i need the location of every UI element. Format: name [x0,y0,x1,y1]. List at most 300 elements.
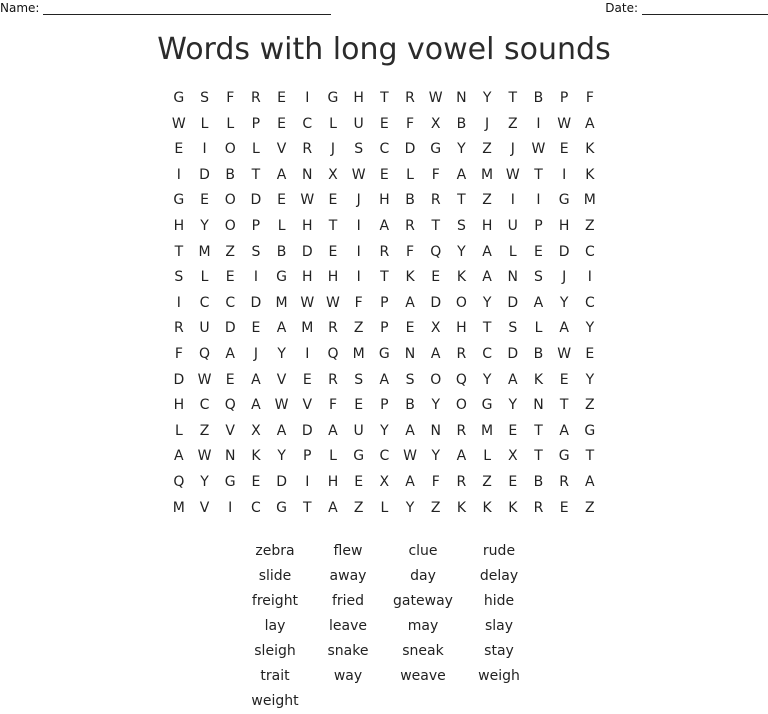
grid-cell[interactable]: C [379,141,390,158]
grid-cell[interactable]: E [200,192,209,209]
grid-cell[interactable]: R [405,90,415,106]
grid-cell[interactable]: K [482,499,492,516]
grid-cell[interactable]: K [533,371,544,388]
grid-cell[interactable]: Z [353,499,364,516]
grid-cell[interactable]: B [276,243,287,260]
grid-cell[interactable]: R [328,371,338,388]
grid-cell[interactable]: P [251,115,261,132]
grid-cell[interactable]: V [276,371,287,388]
grid-cell[interactable]: I [305,345,310,362]
grid-cell[interactable]: S [534,269,543,286]
grid-cell[interactable]: R [456,473,467,490]
grid-cell[interactable]: R [405,217,415,234]
grid-cell[interactable]: Y [277,345,286,362]
grid-cell[interactable]: G [558,192,570,209]
grid-cell[interactable]: N [456,90,467,106]
grid-cell[interactable]: E [354,473,364,490]
grid-cell[interactable]: V [302,397,313,414]
grid-cell[interactable]: C [225,294,236,311]
grid-cell[interactable]: F [226,90,235,106]
grid-cell[interactable]: P [534,217,543,234]
grid-cell[interactable]: F [585,90,594,106]
grid-cell[interactable]: T [303,499,312,516]
grid-cell[interactable]: I [536,192,541,209]
grid-cell[interactable]: O [455,294,467,311]
grid-cell[interactable]: A [328,422,338,439]
grid-cell[interactable]: A [533,294,544,311]
grid-cell[interactable]: Y [200,217,209,234]
grid-cell[interactable]: G [481,397,493,414]
grid-cell[interactable]: H [379,192,390,209]
grid-cell[interactable]: B [405,397,415,414]
grid-cell[interactable]: X [430,115,441,132]
grid-cell[interactable]: W [300,294,315,311]
grid-cell[interactable]: O [224,217,236,234]
grid-cell[interactable]: I [305,473,310,490]
grid-cell[interactable]: E [174,141,184,158]
grid-cell[interactable]: A [507,371,518,388]
grid-cell[interactable]: A [251,397,261,414]
grid-cell[interactable]: N [404,345,416,362]
grid-cell[interactable]: Y [405,499,415,516]
grid-cell[interactable]: E [277,192,287,209]
grid-cell[interactable]: T [380,269,389,286]
grid-cell[interactable]: Y [457,141,466,158]
word-item: stay [484,643,514,659]
grid-cell[interactable]: W [197,448,212,465]
grid-cell[interactable]: D [173,371,185,388]
grid-cell[interactable]: W [403,448,417,465]
grid-cell[interactable]: L [534,320,543,337]
grid-cell[interactable]: E [328,243,338,260]
grid-cell[interactable]: R [533,499,544,516]
grid-cell[interactable]: I [305,90,310,106]
grid-cell[interactable]: K [508,499,518,516]
grid-cell[interactable]: S [456,217,466,234]
grid-cell[interactable]: Z [507,115,518,132]
grid-cell[interactable]: I [202,141,207,158]
grid-cell[interactable]: I [356,243,361,260]
grid-cell[interactable]: S [354,141,364,158]
grid-cell[interactable]: C [302,115,313,132]
grid-cell[interactable]: T [585,448,595,465]
grid-cell[interactable]: A [456,448,467,465]
grid-cell[interactable]: N [224,448,236,465]
grid-cell[interactable]: L [329,448,337,465]
grid-cell[interactable]: J [485,115,490,132]
grid-cell[interactable]: I [356,217,361,234]
grid-cell[interactable]: B [533,473,544,490]
grid-cell[interactable]: V [225,422,235,439]
grid-cell[interactable]: M [583,192,596,209]
grid-cell[interactable]: T [380,90,389,106]
grid-cell[interactable]: P [559,90,569,106]
grid-cell[interactable]: P [251,217,261,234]
grid-cell[interactable]: Y [380,422,389,439]
grid-cell[interactable]: Q [199,345,211,362]
grid-cell[interactable]: R [430,192,441,209]
grid-cell[interactable]: H [327,269,339,286]
grid-cell[interactable]: A [276,166,287,183]
grid-cell[interactable]: D [301,422,313,439]
grid-cell[interactable]: Y [585,371,595,388]
grid-cell[interactable]: C [584,243,595,260]
grid-cell[interactable]: A [225,345,235,362]
grid-cell[interactable]: L [406,166,414,183]
grid-cell[interactable]: L [380,499,389,516]
grid-cell[interactable]: Y [482,294,492,311]
grid-cell[interactable]: G [353,448,365,465]
grid-cell[interactable]: H [558,217,570,234]
grid-cell[interactable]: N [302,166,313,183]
grid-cell[interactable]: D [301,243,313,260]
grid-cell[interactable]: J [510,141,515,158]
grid-cell[interactable]: K [585,141,595,158]
grid-cell[interactable]: P [380,320,389,337]
word-item: slay [484,618,514,634]
grid-cell[interactable]: R [379,243,390,260]
grid-cell[interactable]: T [508,90,518,106]
grid-cell[interactable]: R [173,320,184,337]
grid-cell[interactable]: Q [430,243,442,260]
date-field[interactable] [605,1,768,15]
grid-cell[interactable]: G [327,90,339,106]
grid-cell[interactable]: Y [200,473,209,490]
name-field[interactable] [0,1,331,15]
grid-cell[interactable]: U [199,320,210,337]
grid-cell[interactable]: F [406,243,415,260]
grid-cell[interactable]: L [200,269,209,286]
grid-cell[interactable]: Z [199,422,210,439]
grid-cell[interactable]: I [356,269,361,286]
grid-cell[interactable]: W [557,345,572,362]
grid-cell[interactable]: I [536,115,541,132]
grid-cell[interactable]: D [250,192,262,209]
grid-cell[interactable]: W [531,141,546,158]
grid-cell[interactable]: E [431,269,441,286]
grid-cell[interactable]: Q [455,371,467,388]
grid-cell[interactable]: Z [482,192,492,209]
grid-cell[interactable]: D [404,141,416,158]
grid-cell[interactable]: A [174,448,184,465]
grid-cell[interactable]: F [328,397,337,414]
grid-cell[interactable]: M [481,422,494,439]
grid-cell[interactable]: K [456,499,466,516]
grid-cell[interactable]: Z [353,320,364,337]
grid-cell[interactable]: T [482,320,492,337]
name-underline[interactable] [43,2,331,15]
grid-cell[interactable]: E [379,166,389,183]
grid-cell[interactable]: T [251,166,261,183]
grid-cell[interactable]: H [173,217,185,234]
grid-cell[interactable]: S [508,320,518,337]
word-item: zebra [255,543,295,559]
grid-cell[interactable]: Q [327,345,339,362]
grid-cell[interactable]: O [224,141,236,158]
grid-cell[interactable]: S [251,243,261,260]
grid-cell[interactable]: A [482,243,492,260]
grid-cell[interactable]: T [559,397,569,414]
grid-cell[interactable]: X [379,473,390,490]
grid-cell[interactable]: L [200,115,209,132]
grid-cell[interactable]: Y [277,448,286,465]
grid-cell[interactable]: Z [225,243,236,260]
grid-cell[interactable]: P [380,397,389,414]
grid-cell[interactable]: H [456,320,467,337]
grid-cell[interactable]: I [587,269,592,286]
grid-cell[interactable]: W [171,115,186,132]
grid-cell[interactable]: I [176,294,181,311]
grid-cell[interactable]: P [380,294,389,311]
grid-cell[interactable]: G [173,192,185,209]
grid-cell[interactable]: Y [508,397,518,414]
grid-cell[interactable]: O [455,397,467,414]
grid-cell[interactable]: M [172,499,185,516]
grid-cell[interactable]: I [228,499,233,516]
grid-cell[interactable]: G [276,269,288,286]
grid-cell[interactable]: Z [585,217,595,234]
grid-cell[interactable]: A [276,320,287,337]
grid-cell[interactable]: F [354,294,363,311]
grid-cell[interactable]: D [507,294,519,311]
grid-cell[interactable]: E [405,320,415,337]
grid-cell[interactable]: A [379,217,390,234]
grid-cell[interactable]: E [328,192,338,209]
grid-cell[interactable]: W [197,371,212,388]
grid-cell[interactable]: W [326,294,340,311]
grid-cell[interactable]: G [584,422,596,439]
grid-cell[interactable]: A [405,473,415,490]
grid-cell[interactable]: R [302,141,313,158]
grid-cell[interactable]: X [251,422,261,439]
grid-cell[interactable]: A [456,166,467,183]
grid-cell[interactable]: D [430,294,442,311]
grid-cell[interactable]: E [251,473,261,490]
grid-cell[interactable]: U [353,422,364,439]
grid-cell[interactable]: Q [224,397,236,414]
grid-cell[interactable]: I [562,166,567,183]
grid-cell[interactable]: M [352,345,365,362]
grid-cell[interactable]: E [559,371,569,388]
grid-cell[interactable]: G [173,90,185,106]
grid-cell[interactable]: Z [585,499,595,516]
grid-cell[interactable]: R [456,422,467,439]
grid-cell[interactable]: Y [482,371,492,388]
grid-cell[interactable]: X [328,166,338,183]
grid-cell[interactable]: R [328,320,338,337]
grid-cell[interactable]: R [456,345,467,362]
grid-cell[interactable]: P [303,448,312,465]
grid-cell[interactable]: C [379,448,390,465]
date-underline[interactable] [642,2,768,15]
grid-cell[interactable]: K [405,269,415,286]
grid-cell[interactable]: Z [585,397,595,414]
grid-cell[interactable]: L [329,115,337,132]
grid-cell[interactable]: X [507,448,518,465]
grid-cell[interactable]: Z [482,473,492,490]
grid-cell[interactable]: B [456,115,467,132]
grid-cell[interactable]: H [173,397,185,414]
grid-cell[interactable]: R [251,90,261,106]
grid-cell[interactable]: S [200,90,209,106]
grid-cell[interactable]: D [199,166,210,183]
grid-cell[interactable]: C [584,294,595,311]
grid-cell[interactable]: T [534,422,543,439]
grid-cell[interactable]: F [431,166,440,183]
grid-cell[interactable]: E [534,243,543,260]
grid-cell[interactable]: A [405,294,415,311]
grid-cell[interactable]: C [199,397,210,414]
grid-cell[interactable]: C [251,499,261,516]
grid-cell[interactable]: Q [173,473,185,490]
grid-cell[interactable]: E [559,499,569,516]
grid-cell[interactable]: V [199,499,210,516]
grid-cell[interactable]: R [559,473,570,490]
grid-cell[interactable]: M [275,294,288,311]
grid-cell[interactable]: O [430,371,442,388]
grid-cell[interactable]: D [276,473,287,490]
grid-cell[interactable]: Y [559,294,569,311]
grid-cell[interactable]: A [430,345,441,362]
grid-cell[interactable]: G [430,141,442,158]
grid-cell[interactable]: A [251,371,261,388]
grid-cell[interactable]: L [508,243,517,260]
grid-cell[interactable]: J [330,141,336,158]
grid-cell[interactable]: L [174,422,183,439]
grid-cell[interactable]: E [225,371,235,388]
grid-cell[interactable]: B [533,345,544,362]
word-item: lay [264,618,286,634]
grid-cell[interactable]: T [431,217,440,234]
grid-cell[interactable]: N [533,397,544,414]
grid-cell[interactable]: C [482,345,492,362]
grid-cell[interactable]: Z [430,499,441,516]
grid-cell[interactable]: T [457,192,466,209]
grid-cell[interactable]: W [505,166,520,183]
grid-cell[interactable]: W [428,90,443,106]
grid-cell[interactable]: A [379,371,390,388]
grid-cell[interactable]: M [301,320,314,337]
grid-cell[interactable]: A [276,422,287,439]
grid-cell[interactable]: H [302,269,313,286]
grid-cell[interactable]: E [277,90,287,106]
grid-cell[interactable]: D [250,294,262,311]
grid-cell[interactable]: U [507,217,518,234]
grid-cell[interactable]: A [482,269,492,286]
grid-cell[interactable]: F [431,473,440,490]
grid-cell[interactable]: D [558,243,570,260]
grid-cell[interactable]: Y [482,90,492,106]
grid-cell[interactable]: A [405,422,415,439]
grid-cell[interactable]: G [558,448,570,465]
grid-cell[interactable]: E [354,397,364,414]
grid-cell[interactable]: L [483,448,491,465]
grid-cell[interactable]: D [507,345,519,362]
grid-cell[interactable]: A [559,422,569,439]
page-title: Words with long vowel sounds [157,32,611,67]
grid-cell[interactable]: H [481,217,493,234]
grid-cell[interactable]: V [276,141,287,158]
grid-cell[interactable]: E [559,141,569,158]
grid-cell[interactable]: I [253,269,258,286]
grid-cell[interactable]: Z [482,141,492,158]
grid-cell[interactable]: T [534,166,543,183]
grid-cell[interactable]: U [353,115,364,132]
grid-cell[interactable]: T [534,448,543,465]
grid-cell[interactable]: O [224,192,236,209]
grid-cell[interactable]: H [327,473,339,490]
grid-cell[interactable]: F [406,115,415,132]
grid-cell[interactable]: W [274,397,289,414]
grid-cell[interactable]: A [559,320,569,337]
grid-cell[interactable]: E [585,345,595,362]
grid-cell[interactable]: G [378,345,390,362]
grid-cell[interactable]: W [557,115,572,132]
grid-cell[interactable]: B [405,192,415,209]
word-item: weave [400,668,446,684]
grid-cell[interactable]: I [176,166,181,183]
grid-cell[interactable]: H [353,90,364,106]
grid-cell[interactable]: E [379,115,389,132]
grid-cell[interactable]: N [507,269,519,286]
grid-cell[interactable]: M [198,243,211,260]
grid-cell[interactable]: X [430,320,441,337]
grid-cell[interactable]: S [354,371,364,388]
grid-cell[interactable]: L [277,217,286,234]
grid-cell[interactable]: Y [585,320,595,337]
grid-cell[interactable]: E [302,371,312,388]
grid-cell[interactable]: A [328,499,338,516]
grid-cell[interactable]: K [585,166,595,183]
grid-cell[interactable]: L [252,141,260,158]
grid-cell[interactable]: Y [457,243,466,260]
grid-cell[interactable]: E [251,320,261,337]
grid-cell[interactable]: N [430,422,441,439]
grid-cell[interactable]: G [224,473,236,490]
grid-cell[interactable]: M [481,166,494,183]
grid-cell[interactable]: B [533,90,544,106]
grid-cell[interactable]: W [351,166,366,183]
grid-cell[interactable]: S [174,269,184,286]
grid-cell[interactable]: H [302,217,313,234]
grid-cell[interactable]: I [510,192,515,209]
grid-cell[interactable]: J [253,345,258,362]
grid-cell[interactable]: C [199,294,210,311]
grid-cell[interactable]: Y [431,448,440,465]
word-item: freight [251,593,299,609]
grid-cell[interactable]: G [276,499,288,516]
grid-cell[interactable]: K [456,269,466,286]
grid-cell[interactable]: E [225,269,235,286]
grid-cell[interactable]: E [277,115,287,132]
grid-cell[interactable]: T [174,243,184,260]
grid-cell[interactable]: D [224,320,236,337]
grid-cell[interactable]: J [562,269,567,286]
grid-cell[interactable]: A [585,115,595,132]
grid-cell[interactable]: F [174,345,183,362]
grid-cell[interactable]: J [356,192,361,209]
grid-cell[interactable]: A [585,473,595,490]
grid-cell[interactable]: S [405,371,415,388]
grid-cell[interactable]: W [300,192,315,209]
grid-cell[interactable]: L [226,115,235,132]
grid-cell[interactable]: E [508,422,518,439]
grid-cell[interactable]: Y [431,397,440,414]
grid-cell[interactable]: K [251,448,261,465]
grid-cell[interactable]: B [225,166,236,183]
grid-cell[interactable]: T [328,217,338,234]
grid-cell[interactable]: E [508,473,518,490]
